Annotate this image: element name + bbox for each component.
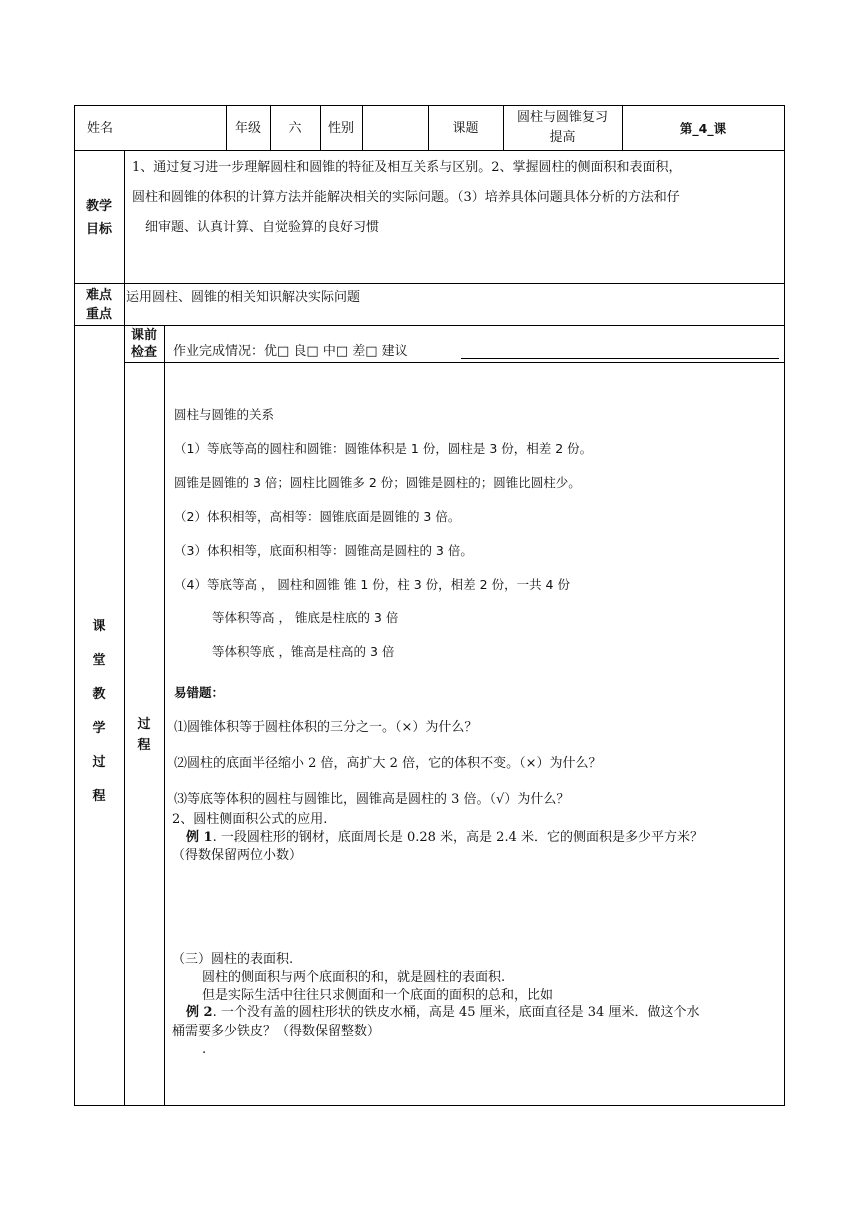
process-char: 课 bbox=[92, 619, 106, 634]
example-1 bbox=[186, 829, 703, 846]
section-2-title: 2、圆柱侧面积公式的应用. bbox=[172, 812, 328, 827]
error-item-1: ⑴圆锥体积等于圆柱体积的三分之一。（×）为什么？ bbox=[174, 720, 478, 735]
grid-line bbox=[362, 105, 363, 150]
example-1-text: . 一段圆柱形的钢材，底面周长是 0.28 米，高是 2.4 米．它的侧面积是多少平方米？ bbox=[212, 830, 703, 845]
topic-value-line2: 提高 bbox=[549, 130, 576, 145]
keypoints-label-2: 重点 bbox=[85, 307, 112, 322]
grid-line bbox=[74, 325, 785, 326]
goals-label-2: 目标 bbox=[85, 222, 112, 237]
grid-line bbox=[74, 1105, 785, 1106]
example-2-text: . 一个没有盖的圆柱形状的铁皮水桶，高是 45 厘米，底面直径是 34 厘米．做这个水 bbox=[212, 1005, 700, 1020]
grid-line bbox=[74, 105, 75, 1106]
relation-2: （2）体积相等，高相等：圆锥底面是圆锥的 3 倍。 bbox=[174, 509, 461, 524]
trailing-dot: . bbox=[202, 1042, 207, 1057]
relation-title: 圆柱与圆锥的关系 bbox=[174, 407, 275, 422]
grade-label: 年级 bbox=[234, 121, 261, 136]
inner-process-label-2: 程 bbox=[137, 738, 151, 753]
example-2-label: 例 2 bbox=[186, 1005, 213, 1020]
precheck-label-1: 课前 bbox=[130, 328, 157, 343]
example-2 bbox=[186, 1004, 699, 1021]
keypoints-label-1: 难点 bbox=[85, 288, 112, 303]
error-item-2: ⑵圆柱的底面半径缩小 2 倍，高扩大 2 倍，它的体积不变。（×）为什么？ bbox=[174, 756, 602, 771]
topic-label: 课题 bbox=[452, 121, 479, 136]
process-char: 学 bbox=[92, 721, 106, 736]
homework-status: 作业完成情况：优□ 良□ 中□ 差□ 建议 bbox=[173, 344, 408, 359]
relation-1: （1）等底等高的圆柱和圆锥：圆锥体积是 1 份，圆柱是 3 份，相差 2 份。 bbox=[174, 441, 593, 456]
grade-value: 六 bbox=[288, 121, 302, 136]
example-1-label: 例 1 bbox=[186, 830, 213, 845]
section-3-line-b: 但是实际生活中往往只求侧面和一个底面的面积的总和，比如 bbox=[202, 988, 554, 1003]
relation-4b: 等体积等高 ， 锥底是柱底的 3 倍 bbox=[212, 610, 399, 625]
grid-line bbox=[74, 283, 785, 284]
example-2-line-2: 桶需要多少铁皮？（得数保留整数） bbox=[172, 1024, 381, 1039]
precheck-label-2: 检查 bbox=[130, 345, 157, 360]
keypoints-text: 运用圆柱、圆锥的相关知识解决实际问题 bbox=[126, 290, 361, 305]
error-section-title: 易错题： bbox=[174, 685, 225, 700]
example-1-note: （得数保留两位小数） bbox=[172, 848, 303, 863]
grid-line bbox=[784, 105, 785, 1106]
inner-process-label-1: 过 bbox=[137, 717, 151, 732]
process-char: 过 bbox=[92, 755, 106, 770]
grid-line bbox=[74, 150, 785, 151]
topic-value-line1: 圆柱与圆锥复习 bbox=[516, 110, 608, 125]
section-3-line-a: 圆柱的侧面积与两个底面积的和，就是圆柱的表面积. bbox=[202, 970, 506, 985]
relation-1b: 圆锥是圆锥的 3 倍；圆柱比圆锥多 2 份；圆锥是圆柱的；圆锥比圆柱少。 bbox=[174, 475, 581, 490]
goals-label-1: 教学 bbox=[85, 199, 112, 214]
name-label: 姓名 bbox=[86, 121, 113, 136]
suggestion-underline bbox=[461, 358, 779, 359]
relation-3: （3）体积相等，底面积相等：圆锥高是圆柱的 3 倍。 bbox=[174, 543, 473, 558]
relation-4: （4）等底等高 ， 圆柱和圆锥 锥 1 份，柱 3 份，相差 2 份，一共 4 份 bbox=[174, 577, 570, 592]
grid-line bbox=[124, 150, 125, 1106]
goals-line-1: 1、通过复习进一步理解圆柱和圆锥的特征及相互关系与区别。2、掌握圆柱的侧面积和表面积， bbox=[132, 160, 682, 175]
error-item-3: ⑶等底等体积的圆柱与圆锥比，圆锥高是圆柱的 3 倍。（√）为什么？ bbox=[174, 792, 570, 807]
grid-line bbox=[124, 362, 785, 363]
goals-line-3: 细审题、认真计算、自觉验算的良好习惯 bbox=[145, 220, 380, 235]
lesson-number: 第_4_课 bbox=[679, 121, 727, 136]
process-outer-label bbox=[74, 610, 124, 814]
process-char: 程 bbox=[92, 789, 106, 804]
process-char: 堂 bbox=[92, 653, 106, 668]
gender-label: 性别 bbox=[327, 121, 354, 136]
grid-line bbox=[164, 325, 165, 1106]
goals-line-2: 圆柱和圆锥的体积的计算方法并能解决相关的实际问题。（3）培养具体问题具体分析的方法和仔 bbox=[132, 190, 680, 205]
grid-line bbox=[74, 105, 785, 106]
section-3-title: （三）圆柱的表面积. bbox=[172, 952, 294, 967]
relation-4c: 等体积等底 ，锥高是柱高的 3 倍 bbox=[212, 644, 395, 659]
process-char: 教 bbox=[92, 687, 106, 702]
